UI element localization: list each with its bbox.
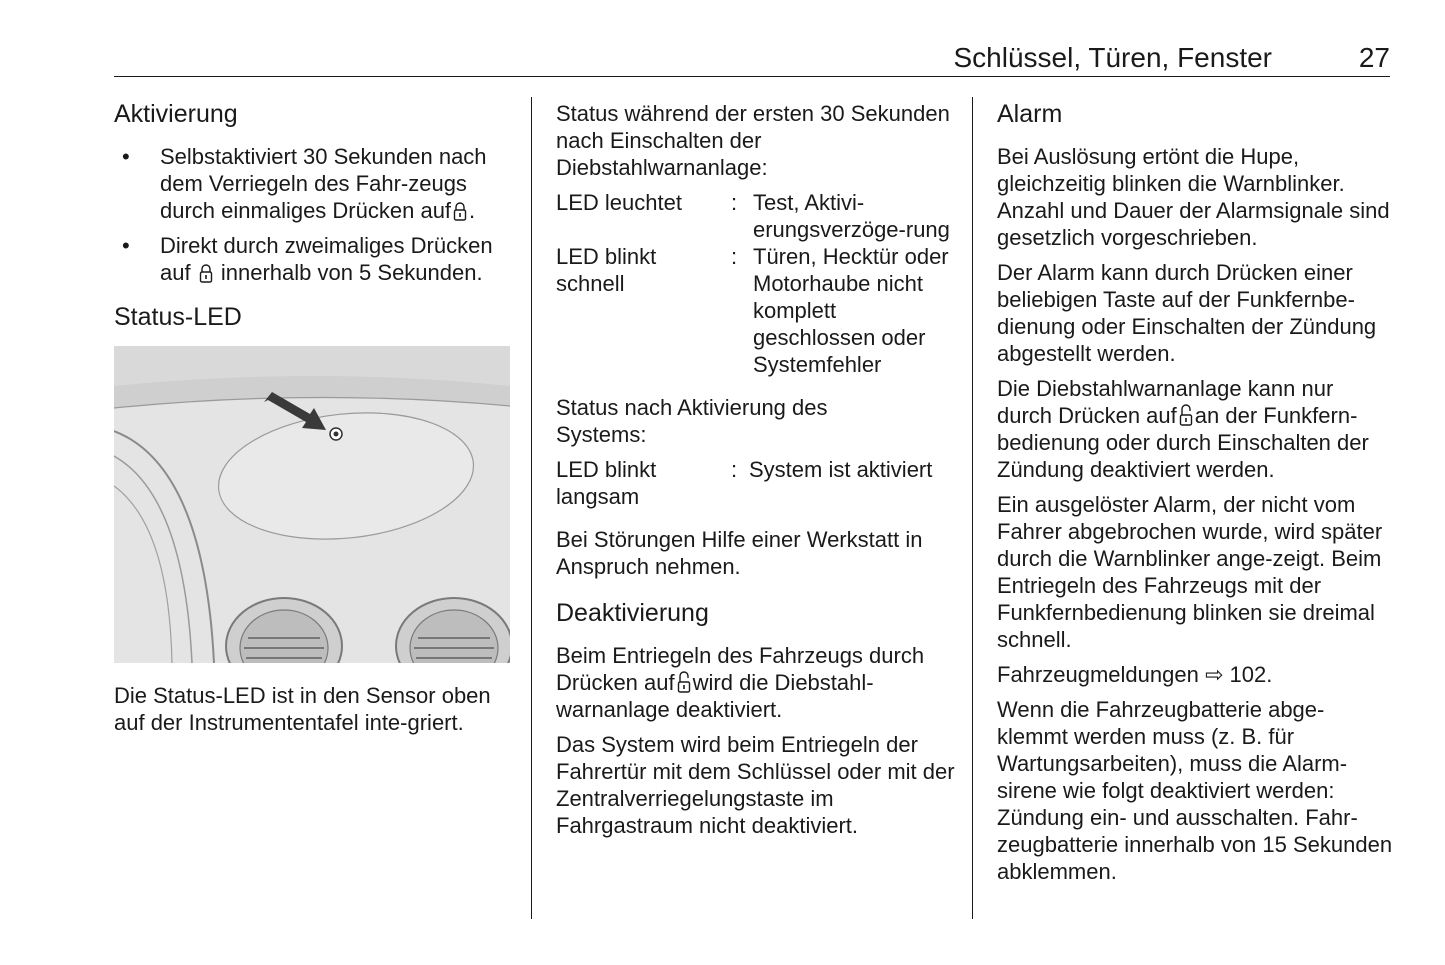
led-value: Türen, Hecktür oder Motorhaube nicht komplett geschlossen oder Systemfehler <box>753 244 949 377</box>
list-item-text-end: innerhalb von 5 Sekunden. <box>220 260 483 285</box>
activation-list <box>114 143 514 286</box>
separator: : <box>731 457 738 482</box>
heading-alarm: Alarm <box>997 100 1063 128</box>
list-item-text-end: . <box>469 198 476 223</box>
alarm-p1: Bei Auslösung ertönt die Hupe, gleichzeitig blinken die Warnblinker. Anzahl und Dauer der Alarmsignale sind gesetzlich vorgeschrieben. <box>997 144 1390 250</box>
lock-open-icon <box>677 671 691 693</box>
column-divider-right <box>972 97 973 919</box>
deactivation-note: Das System wird beim Entriegeln der Fahrertür mit dem Schlüssel oder mit der Zentralverriegelungstaste im Fahrgastraum nicht deaktiviert. <box>556 732 955 838</box>
table-row <box>556 189 953 243</box>
column-middle <box>556 100 956 847</box>
list-item <box>114 143 514 224</box>
table-row <box>556 243 953 378</box>
table-row <box>556 456 932 510</box>
page-reference <box>997 661 1393 688</box>
heading-deaktivierung: Deaktivierung <box>556 599 709 627</box>
reference-label: Fahrzeugmeldungen <box>997 662 1199 687</box>
led-key: LED blinkt langsam <box>556 457 657 509</box>
page-header <box>114 40 1390 77</box>
list-item-text: Direkt durch zweimaliges Drücken auf <box>160 233 493 285</box>
heading-status-led: Status-LED <box>114 303 242 331</box>
alarm-p3-end: an der Funkfern-bedienung oder durch Einschalten der Zündung deaktiviert werden. <box>997 403 1369 482</box>
chapter-title: Schlüssel, Türen, Fenster <box>953 42 1272 73</box>
column-left <box>114 97 514 744</box>
alarm-p3 <box>997 375 1393 483</box>
lock-closed-icon <box>453 201 467 221</box>
bullet: • <box>122 144 130 169</box>
lock-closed-icon <box>199 263 213 283</box>
alarm-p3-start: Die Diebstahlwarnanlage kann nur durch Drücken auf <box>997 376 1334 428</box>
deactivation-text-end: wird die Diebstahl-warnanlage deaktiviert. <box>556 670 874 722</box>
led-status-table-2 <box>556 456 932 510</box>
led-status-table-1 <box>556 189 953 378</box>
deactivation-text <box>556 642 956 723</box>
separator: : <box>731 244 738 269</box>
list-item-text: Selbstaktiviert 30 Sekunden nach dem Verriegeln des Fahr-zeugs durch einmaliges Drücken auf <box>160 144 487 223</box>
led-key: LED blinkt schnell <box>556 244 657 296</box>
led-key: LED leuchtet <box>556 190 682 215</box>
page-reference-arrow-icon: ⇨ <box>1204 662 1224 687</box>
reference-page: 102. <box>1229 662 1273 687</box>
deactivation-text-start: Beim Entriegeln des Fahrzeugs durch Drücken auf <box>556 643 925 695</box>
column-right <box>997 97 1393 893</box>
alarm-p6: Wenn die Fahrzeugbatterie abge-klemmt werden muss (z. B. für Wartungsarbeiten), muss die Alarm-sirene wie folgt deaktiviert werden: Zündung ein- und ausschalten. Fahr-zeugbatterie innerhalb von 15 Sekunden abklemmen. <box>997 697 1393 884</box>
heading-aktivierung: Aktivierung <box>114 100 238 128</box>
alarm-p4: Ein ausgelöster Alarm, der nicht vom Fahrer abgebrochen wurde, wird später durch die Warnblinker ange-zeigt. Beim Entriegeln des Fahrzeugs mit der Funkfernbedienung blinken sie dreimal schnell. <box>997 492 1383 652</box>
instrument-panel-illustration <box>114 346 510 663</box>
bullet: • <box>122 233 130 258</box>
status-after-intro: Status nach Aktivierung des Systems: <box>556 395 828 447</box>
led-value: System ist aktiviert <box>749 457 933 482</box>
page-number: 27 <box>1358 42 1390 73</box>
led-value: Test, Aktivi-erungsverzöge-rung <box>753 190 950 242</box>
fault-note: Bei Störungen Hilfe einer Werkstatt in Anspruch nehmen. <box>556 527 923 579</box>
list-item <box>114 232 514 286</box>
figure-caption: Die Status-LED ist in den Sensor oben auf der Instrumententafel inte-griert. <box>114 683 491 735</box>
column-divider-left <box>531 97 532 919</box>
status-first-30-intro: Status während der ersten 30 Sekunden nach Einschalten der Diebstahlwarnanlage: <box>556 101 950 180</box>
alarm-p2: Der Alarm kann durch Drücken einer beliebigen Taste auf der Funkfernbe-dienung oder Einschalten der Zündung abgestellt werden. <box>997 260 1377 366</box>
separator: : <box>731 190 738 215</box>
lock-open-icon <box>1179 404 1193 426</box>
